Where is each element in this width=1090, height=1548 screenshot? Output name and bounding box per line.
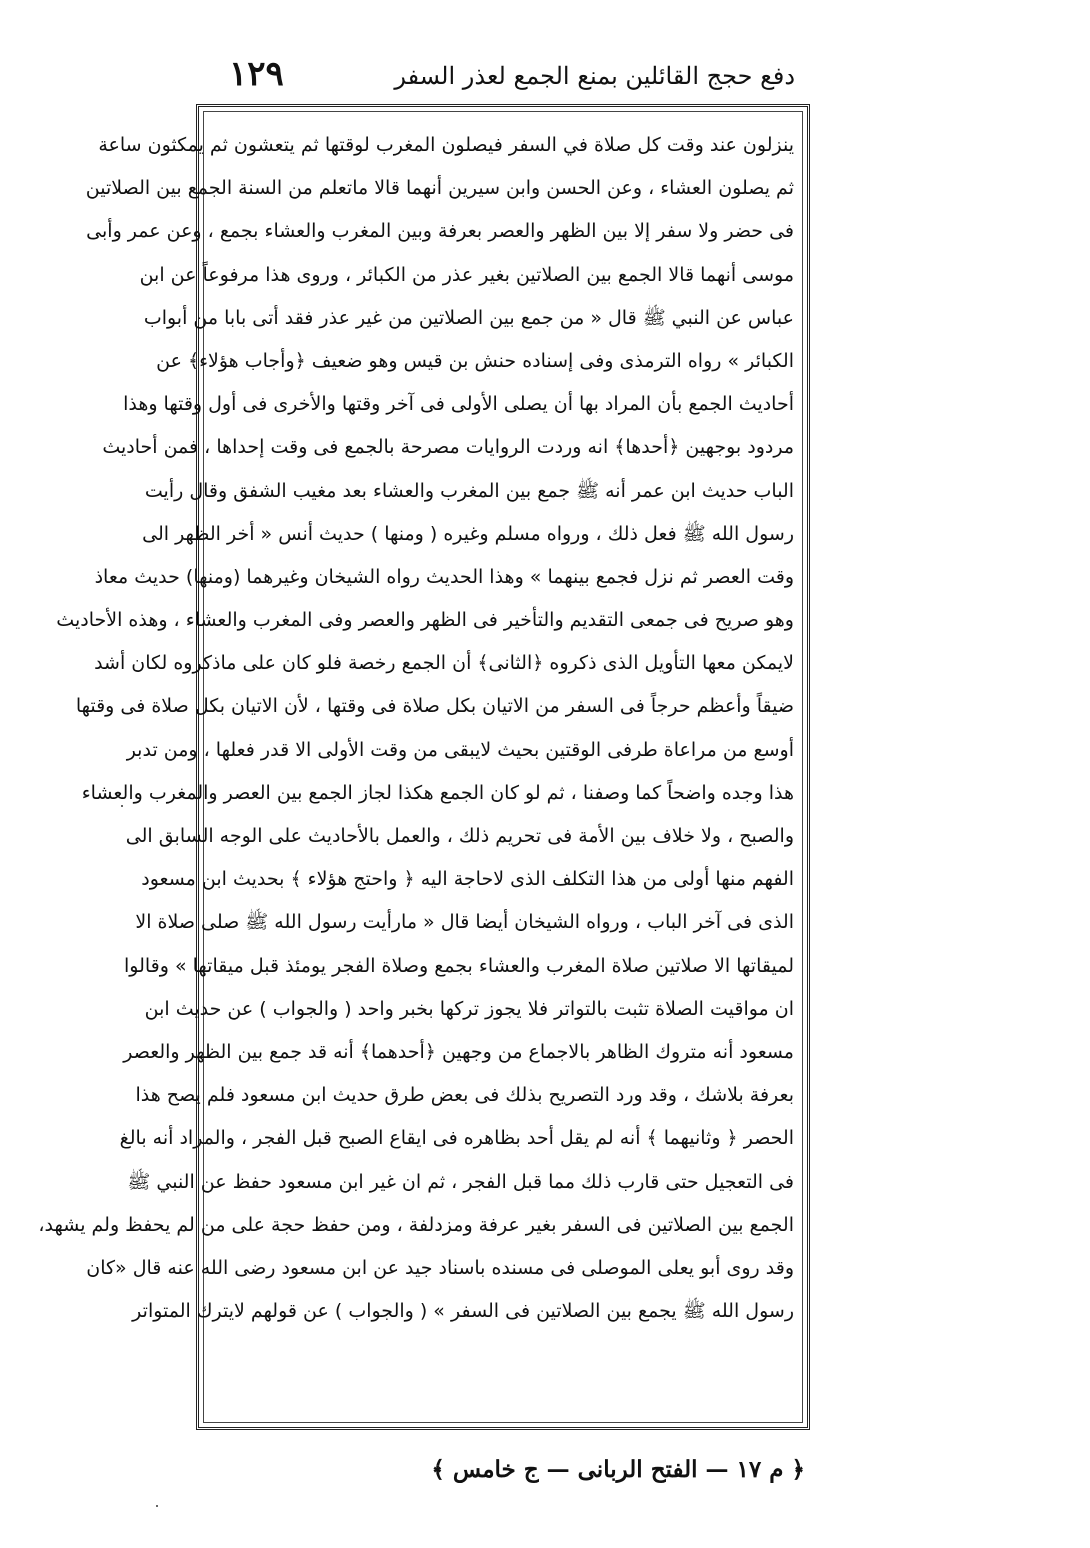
text-line: الفهم منها أولى من هذا التكلف الذى لاحاجة اليه ﴿ واحتج هؤلاء ﴾ بحديث ابن مسعود	[141, 868, 794, 891]
text-line: موسى أنهما قالا الجمع بين الصلاتين بغير عذر من الكبائر ، وروى هذا مرفوعاً عن ابن	[139, 263, 794, 286]
footer-signature: ﴿ م ١٧ — الفتح الربانى — ج خامس ﴾	[431, 1456, 805, 1483]
text-line: وقد روى أبو يعلى الموصلى فى مسنده باسناد جيد عن ابن مسعود رضى الله عنه قال «كان	[86, 1256, 794, 1279]
page-number: ١٢٩	[229, 54, 284, 94]
text-line: وقت العصر ثم نزل فجمع بينهما » وهذا الحديث رواه الشيخان وغيرهما (ومنها) حديث معاذ	[94, 565, 794, 588]
text-line: لايمكن معها التأويل الذى ذكروه ﴿الثانى﴾ أن الجمع رخصة فلو كان على ماذكروه لكان أشد	[94, 652, 794, 675]
text-line: بعرفة بلاشك ، وقد ورد التصريح بذلك فى بعض طرق حديث ابن مسعود فلم يصح هذا	[135, 1084, 794, 1107]
page-header	[225, 48, 795, 100]
body-text	[38, 124, 794, 1333]
text-line: والصبح ، ولا خلاف بين الأمة فى تحريم ذلك ، والعمل بالأحاديث على الوجه السابق الى	[125, 825, 794, 847]
text-line: لميقاتها الا صلاتين صلاة المغرب والعشاء بجمع وصلاة الفجر يومئذ قبل ميقاتها » وقالوا	[124, 954, 794, 977]
text-line: ان مواقيت الصلاة تثبت بالتواتر فلا يجوز تركها بخبر واحد ( والجواب ) عن حديث ابن	[144, 997, 794, 1020]
text-line: الكبائر » رواه الترمذى وفى إسناده حنش بن قيس وهو ضعيف ﴿وأجاب هؤلاء﴾ عن	[156, 349, 794, 372]
text-line: ينزلون عند وقت كل صلاة في السفر فيصلون المغرب لوقتها ثم يتعشون ثم يمكثون ساعة	[98, 134, 794, 156]
text-line: رسول الله ﷺ يجمع بين الصلاتين فى السفر » ( والجواب ) عن قولهم لايترك المتواتر	[132, 1300, 794, 1323]
text-line: مردود بوجهين ﴿أحدها﴾ انه وردت الروايات مصرحة بالجمع فى وقت إحداها ، فمن أحاديث	[102, 436, 794, 459]
text-line: مسعود أنه متروك الظاهر بالاجماع من وجهين ﴿أحدهما﴾ أنه قد جمع بين الظهر والعصر	[123, 1040, 794, 1063]
text-line: فى حضر ولا سفر إلا بين الظهر والعصر بعرفة وبين المغرب والعشاء بجمع ، وعن عمر وأبى	[86, 220, 794, 243]
text-line: الحصر ﴿ وثانيهما ﴾ أنه لم يقل أحد بظاهره فى ايقاع الصبح قبل الفجر ، والمراد أنه بالغ	[119, 1127, 794, 1150]
text-line: رسول الله ﷺ فعل ذلك ، ورواه مسلم وغيره ( ومنها ) حديث أنس « أخر الظهر الى	[142, 522, 794, 545]
text-line: الباب حديث ابن عمر أنه ﷺ جمع بين المغرب والعشاء بعد مغيب الشفق وقال رأيت	[144, 479, 794, 502]
scan-speck	[121, 805, 123, 807]
text-line: الجمع بين الصلاتين فى السفر بغير عرفة ومزدلفة ، ومن حفظ حجة على من لم يحفظ ولم يشهد،	[38, 1213, 794, 1236]
text-line: ثم يصلون العشاء ، وعن الحسن وابن سيرين أنهما قالا ماتعلم من السنة الجمع بين الصلاتين	[85, 177, 794, 200]
running-title: دفع حجج القائلين بمنع الجمع لعذر السفر	[394, 62, 795, 90]
text-line: الذى فى آخر الباب ، ورواه الشيخان أيضا قال « مارأيت رسول الله ﷺ صلى صلاة الا	[135, 911, 794, 934]
text-line: وهو صريح فى جمعى التقديم والتأخير فى الظهر والعصر وفى المغرب والعشاء ، وهذه الأحاديث	[56, 609, 794, 632]
text-line: أوسع من مراعاة طرفى الوقتين بحيث لايبقى من وقت الأولى الا قدر فعلها ، ومن تدبر	[126, 738, 794, 761]
scan-speck	[156, 1505, 158, 1507]
text-line: هذا وجده واضحاً كما وصفنا ، ثم لو كان الجمع هكذا لجاز الجمع بين العصر والمغرب والعشاء	[81, 781, 794, 804]
text-line: عباس عن النبي ﷺ قال « من جمع بين الصلاتين من غير عذر فقد أتى بابا من أبواب	[143, 306, 794, 329]
text-line: أحاديث الجمع بأن المراد بها أن يصلى الأولى فى آخر وقتها والأخرى فى أول وقتها وهذا	[123, 393, 794, 416]
text-line: فى التعجيل حتى قارب ذلك مما قبل الفجر ، ثم ان غير ابن مسعود حفظ عن النبي ﷺ	[127, 1170, 794, 1193]
text-line: ضيقاً وأعظم حرجاً فى السفر من الاتيان بكل صلاة فى وقتها ، لأن الاتيان بكل صلاة فى وقتها	[75, 695, 794, 718]
